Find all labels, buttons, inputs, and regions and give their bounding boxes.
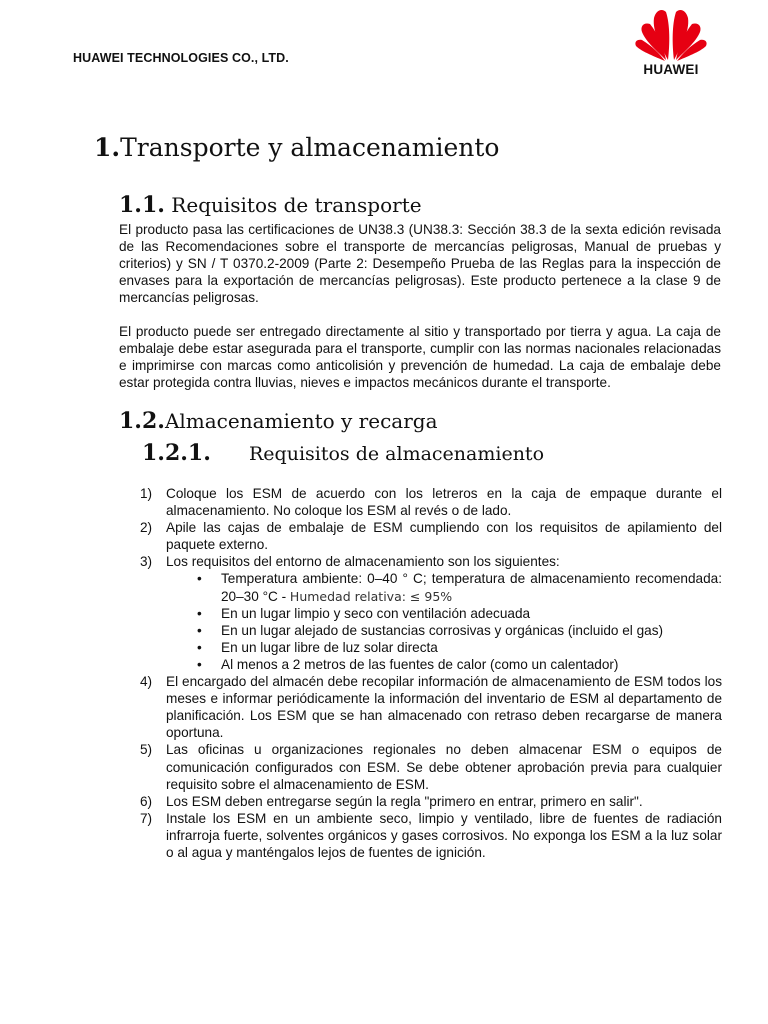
paragraph-certifications: El producto pasa las certificaciones de UN38.3 (UN38.3: Sección 38.3 de la sexta edición revisada de las Recomendaciones sobre el transporte de mercancías peligrosas, Manual de pruebas y criterios) y SN / T 0370.2-2009 (Parte 2: Desempeño Prueba de las Reglas para la inspección de envases para la exportación de mercancías peligrosas). Este producto pertenece a la clase 9 de mercancías peligrosas.	[119, 222, 721, 306]
list-item-text: Instale los ESM en un ambiente seco, limpio y ventilado, libre de fuentes de radiación infrarroja fuerte, solventes orgánicos y gases corrosivos. No exponga los ESM a la luz solar o al agua y manténgalos lejos de fuentes de ignición.	[166, 810, 722, 860]
bullet-text: Temperatura ambiente: 0–40 ° C; temperatura de almacenamiento recomendada: 20–30 °C -	[221, 571, 722, 604]
section-title: Almacenamiento y recarga	[164, 409, 438, 433]
list-item-text: Las oficinas u organizaciones regionales no deben almacenar ESM o equipos de comunicación configurados con ESM. Se debe obtener aprobación previa para cualquier requisito sobre el almacenamiento de ESM.	[166, 742, 722, 792]
section-1-1-heading	[119, 192, 422, 218]
storage-requirements-list	[140, 485, 722, 861]
section-1-2-1-heading	[142, 440, 544, 466]
list-item-number: 6)	[140, 793, 153, 809]
section-title: Requisitos de transporte	[171, 193, 422, 217]
list-item	[140, 485, 722, 519]
huawei-logo	[628, 4, 714, 80]
list-item	[140, 793, 722, 810]
section-1-heading	[94, 133, 499, 162]
section-number: 1.1.	[119, 192, 165, 218]
list-item-text: El encargado del almacén debe recopilar información de almacenamiento de ESM todos los meses e informar periódicamente la información del inventario de ESM al departamento de planificación. Los ESM que se han almacenado con retraso deben recargarse de manera oportuna.	[166, 674, 722, 741]
bullet-text: En un lugar alejado de sustancias corrosivas y orgánicas (incluido el gas)	[221, 622, 664, 638]
logo-wordmark: HUAWEI	[643, 62, 699, 77]
section-number: 1.2.1.	[142, 440, 211, 466]
list-item	[140, 741, 722, 792]
list-item-text: Coloque los ESM de acuerdo con los letreros en la caja de empaque durante el almacenamiento. No coloque los ESM al revés o de lado.	[166, 486, 722, 519]
bullet-item	[192, 570, 722, 604]
list-item-number: 1)	[140, 486, 153, 501]
section-title: Requisitos de almacenamiento	[249, 443, 545, 465]
huawei-flower-icon	[628, 4, 714, 62]
section-title: Transporte y almacenamiento	[120, 133, 500, 162]
list-item	[140, 810, 722, 861]
bullet-text: En un lugar libre de luz solar directa	[221, 639, 438, 655]
company-name: HUAWEI TECHNOLOGIES CO., LTD.	[73, 51, 289, 65]
list-item-text: Los requisitos del entorno de almacenamiento son los siguientes:	[166, 554, 560, 570]
environment-bullet-list	[166, 570, 722, 673]
list-item	[140, 553, 722, 673]
section-number: 1.	[94, 133, 121, 162]
list-item-number: 7)	[140, 810, 153, 826]
list-item	[140, 519, 722, 553]
list-item-text: Los ESM deben entregarse según la regla "primero en entrar, primero en salir".	[166, 793, 643, 809]
list-item-number: 3)	[140, 554, 153, 570]
list-item-number: 2)	[140, 520, 153, 536]
bullet-item	[192, 622, 722, 639]
list-item-text: Apile las cajas de embalaje de ESM cumpliendo con los requisitos de apilamiento del paquete externo.	[166, 520, 722, 553]
section-1-2-heading	[119, 408, 438, 434]
list-item-number: 5)	[140, 742, 153, 758]
bullet-item	[192, 639, 722, 656]
bullet-text: Al menos a 2 metros de las fuentes de calor (como un calentador)	[221, 656, 619, 672]
bullet-text: En un lugar limpio y seco con ventilación adecuada	[221, 605, 531, 621]
section-number: 1.2.	[119, 408, 165, 434]
list-item-number: 4)	[140, 674, 153, 690]
paragraph-transport: El producto puede ser entregado directamente al sitio y transportado por tierra y agua. La caja de embalaje debe estar asegurada para el transporte, cumplir con las normas nacionales relacionadas e imprimirse con marcas como anticolisión y prevención de humedad. La caja de embalaje debe estar protegida contra lluvias, nieves e impactos mecánicos durante el transporte.	[119, 324, 721, 391]
bullet-item	[192, 656, 722, 673]
list-item	[140, 673, 722, 741]
humidity-text: Humedad relativa: ≤ 95%	[289, 588, 453, 604]
bullet-item	[192, 605, 722, 622]
